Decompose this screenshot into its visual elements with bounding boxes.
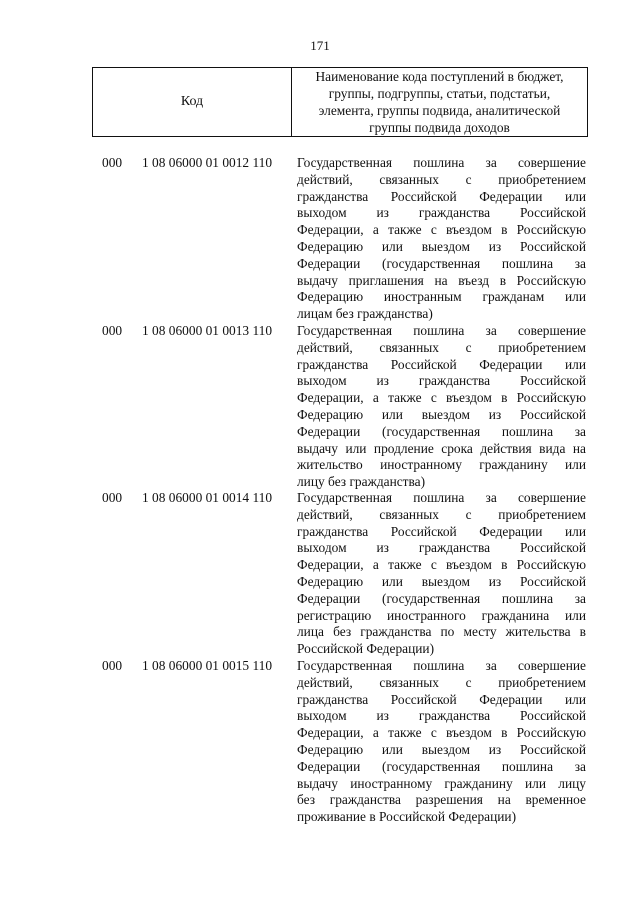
header-name-line: группы, подгруппы, статьи, подстатьи, [328,86,551,101]
entry-line: Федерацию или выездом из Российской [297,573,586,589]
entry-prefix: 000 [102,490,123,505]
entry-line: выдачу или продление срока действия вида на [297,440,586,456]
entry-line: выдачу иностранному гражданину или лицу [297,775,586,791]
entry-line: Федерации (государственная пошлина за [297,423,586,439]
entry-line: выходом из гражданства Российской [297,708,586,724]
entry-line: Федерации (государственная пошлина за [297,255,586,271]
entry-line: Государственная пошлина за совершение [297,490,586,505]
entry-line: Федерации, а также с въездом в Российскую [297,390,586,406]
entry-code: 1 08 06000 01 0012 110 [142,155,273,170]
header-name-line: элемента, группы подвида, аналитической [318,103,561,118]
entry-prefix: 000 [102,658,123,673]
entry-line: лицу без гражданства) [297,474,426,490]
entry-line: лицам без гражданства) [297,306,433,322]
entry-line: гражданства Российской Федерации или [297,691,586,707]
header-name-column [292,68,587,136]
entry-line: Федерации (государственная пошлина за [297,590,586,606]
entry-line: действий, связанных с приобретением [297,171,586,187]
entry-line: действий, связанных с приобретением [297,674,586,690]
entry-line: Российской Федерации) [297,641,435,657]
entry-line: Федерацию или выездом из Российской [297,238,586,254]
entry-prefix: 000 [102,323,123,338]
entry-line: выходом из гражданства Российской [297,540,586,556]
entry-line: жительство иностранному гражданину или [297,457,586,473]
entry-description [297,323,586,491]
entry-description [297,155,586,323]
entry-line: действий, связанных с приобретением [297,506,586,522]
entry-line: гражданства Российской Федерации или [297,523,586,539]
header-name-line: группы подвида доходов [369,120,510,135]
page-number: 171 [310,38,330,53]
entry-line: проживание в Российской Федерации) [297,809,517,825]
entry-line: Государственная пошлина за совершение [297,323,586,338]
entry-line: Федерацию или выездом из Российской [297,741,586,757]
header-code-column: Код [93,68,292,136]
entry-line: без гражданства разрешения на временное [297,792,586,808]
entry-code: 1 08 06000 01 0015 110 [142,658,273,673]
entry-line: выдачу приглашения на въезд в Российскую [297,272,586,288]
entry-line: Государственная пошлина за совершение [297,658,586,673]
entry-code: 1 08 06000 01 0014 110 [142,490,273,505]
entry-line: выходом из гражданства Российской [297,205,586,221]
entry-line: гражданства Российской Федерации или [297,188,586,204]
entry-line: Федерации, а также с въездом в Российскую [297,557,586,573]
entry-line: Федерацию иностранным гражданам или [297,289,586,305]
entry-line: действий, связанных с приобретением [297,339,586,355]
entry-line: лица без гражданства по месту жительства в [297,624,586,640]
entry-line: выходом из гражданства Российской [297,373,586,389]
entry-line: Федерации (государственная пошлина за [297,758,586,774]
entry-line: Федерации, а также с въездом в Российскую [297,725,586,741]
table-header [92,67,588,137]
entry-description [297,658,586,826]
entry-line: Федерацию или выездом из Российской [297,406,586,422]
entry-prefix: 000 [102,155,123,170]
entry-line: Федерации, а также с въездом в Российскую [297,222,586,238]
entry-description [297,490,586,658]
entry-code: 1 08 06000 01 0013 110 [142,323,273,338]
entry-line: Государственная пошлина за совершение [297,155,586,170]
entry-line: гражданства Российской Федерации или [297,356,586,372]
header-name-line: Наименование кода поступлений в бюджет, [315,69,564,84]
entry-line: регистрацию иностранного гражданина или [297,607,586,623]
